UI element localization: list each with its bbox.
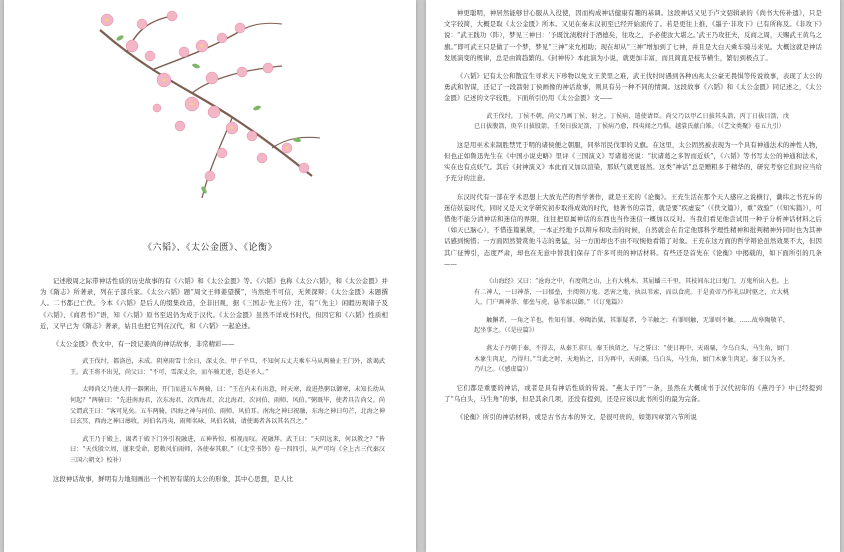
paragraph: 它们都是重要的神话，或者是具有神话性质的传说。“燕太子丹”一条，虽然在大概成书于汉代初年的《燕丹子》中已经提到了“乌白头，马生角”的事，但是其余几项，还没有提到，还是应该以此书所引的最为完备。	[444, 383, 822, 403]
quotation: 武王伐纣，都洛邑，未成。阴寒雨雪十余日，深丈余。甲子平旦，不知何五丈夫乘车马从两骑止王门外，欲谒武王。武王将不出见，尚父曰：“不可，雪深丈余，而车骑无迹，恐是圣人。”	[70, 358, 385, 376]
right-page	[426, 0, 840, 552]
left-page-text	[40, 276, 388, 485]
right-page-text	[444, 8, 822, 423]
paragraph: 《六韬》记有太公和散宜生寻求天下珍物以免文王羑里之难，武王伐纣时遇到各种凶兆太公豪无畏惧等传说故事，表现了太公的勇武和智谋，还记了一段箭射丁侯画像的神话故事，则具有另一种不同的情调。这段故事《六韬》和《太公金匮》同记述之，《太公金匮》记述的文字较胜，下面所引仍用《太公金匮》文——	[444, 72, 822, 103]
plum-blossom-illustration	[92, 8, 327, 203]
quotation: 触獬者，一角之羊也，性知有罪。皋陶治狱，其罪疑者，令羊触之；有罪则触，无罪则不触。……故皋陶敬羊，起坐事之。（《是应篇》）	[474, 316, 789, 335]
quotation: 太师尚父乃使人持一器粥出，开门而进五车两骑，曰：“王在内未有出意，时天寒，故进热粥以御寒，未知长幼从何起？”两骑曰：“先进南海君，次东海君，次西海君，次北海君，次河伯、雨师、风伯。”粥既毕，使者具告尚父。尚父谓武王曰：“客可见矣。五车两骑，四海之神与河伯、雨师、风伯耳。南海之神曰祝融，东海之神曰句芒，北海之神曰玄冥，西海之神曰蓐收，河伯名冯夷，雨师名咏，风伯名姨，请使谒者各以其名召之。”	[70, 386, 385, 426]
paragraph: 记述殷周之际带神话性质的历史故事的有《六韬》和《太公金匮》等。《六韬》也称《太公六韬》，和《太公金匮》并为《隋志》所著录，列在子部兵家。《太公六韬》题“周文王师姜望撰”，当然绝不可信，无须深辩；《太公金匮》未题撰人。二书都已亡佚。今本《六韬》是后人的缀集改造，全非旧观，据《三国志·先主传》注，有“（先主）闲暇历观诸子及《六韬》、《商君书》”语，知《六韬》原书至迟仍为成于汉代。《太公金匮》虽然不详成书时代，但因它和《六韬》性质相近，又早已为《隋志》著录，姑且也把它列在汉代，和《六韬》一起论述。	[40, 277, 388, 330]
section-caption: 《六韬》、《太公金匮》、《论衡》	[142, 243, 277, 253]
quotation: 武王乃于殿上，谒者于殿下门外引祝融进，五神皆惊，相视而叹。祝融拜。武王曰：“天阴远来，何以教之？”皆曰：“天伐殷立周，谨来受命，愿敕风伯雨师，各使奉其职。”（《北堂书钞》卷一四四引，从严可均《全上古三代秦汉三国六朝文》校补）	[70, 435, 385, 464]
left-page	[4, 0, 416, 552]
paragraph: 《太公金匮》佚文中，有一段记姜尚的神话故事，非常精彩——	[52, 340, 235, 349]
paragraph: 神更聪明，神居然能够甘心服从入役使，因而构成神话健康有趣的基调。这段神话又见于卢文弨辑录的《尚书大传补遗》，只是文字较简，大概是取《太公金匮》所本。又见在秦末汉初至已经开始流传了。若是更往上推，《墨子·非攻下》已有所称及。《非攻下》说：“武王践功（阼），梦见三神曰：‘予既沈渍殷纣于酒德矣，往攻之，予必使汝大堪之。’武王乃攻狂夫，反商之周，天赐武王黄鸟之旗。”即可武王只是做了一个梦，梦见“三神”来允相助；现在却从“三神”增加到了七神，并且是大白天乘车骑马来见。大概这就是神话发展演变的规律，总是由简趋繁的。《封神传》本此演为小说，就更加丰富，而且简直是枝节横生，繁衍到极点了。	[444, 9, 822, 62]
paragraph: 《论衡》所引的神话材料，或是古书古本的异文，是很可贵的，如第四章第六节所说	[456, 413, 697, 422]
paragraph: 这段神话故事，鲜明有力地刻画出一个机智有谋的太公的形象，其中心思想，是人比	[52, 474, 293, 483]
quotation: 《山海经》又曰：“沧海之中，有度朔之山，上有大桃木，其屈蟠三千里，其枝间东北曰鬼门，万鬼所出入也。上有二神人，一曰神荼，一曰郁垒，主阅领万鬼。恶害之鬼，执以苇索，而以食虎。于是黄帝乃作礼以时驱之，立大桃人，门户画神荼、郁垒与虎，悬苇索以御。”（《订鬼篇》）	[474, 278, 789, 307]
paragraph: 东汉时代有一部在学术思想上大放光芒的哲学著作，就是王充的《论衡》。王充生活在那个天人感应之说横行，谶纬之书充斥的迷信妖妄时代，同时又是天文学研究初步取得成效的时代，他著书的宗旨，就是要“疾虚妄”（《佚文篇》），重“效验”（《知实篇》），可惜他不能分清神话和迷信的界限，往往把原属神话的东西也当作迷信一概加以反对。当我们看见他尝试用一种子分析神话材料之后（如天已脑心），不惜连篇累牍，一本正经地予以辩斥和攻击的时候，自然就会在肯定他那科学理性精神和批判精神外同时也为其神话感到惋惜；一方面固然赞赏他斗志的勇猛，另一方面却也不由不叹惋他看错了对象。王充在这方面的哲学辩论虽然效果不大，但因其广征博引，态度严肃，却也在无意中替我们保存了许多可贵的神话材料。有些还是首先在《论衡》中揭载的，如下面所引的几条——	[444, 192, 822, 268]
quotation: 武王伐纣，丁侯不朝，尚父乃画丁侯，射之。丁侯病，遣使请臣。尚父乃以甲乙日拔其头箭，丙丁日拔目箭，戊已日拔腹箭，庚辛日拔股箭，壬癸日拔足箭，丁侯病乃愈，四夷闻之乃惧，越裳氏献白雉。（《艺文类聚》卷五九引）	[474, 112, 789, 131]
quotation: 燕太子丹朝于秦，不得去，从秦王求归。秦王执留之，与之誓曰：“使日再中，天雨粟，令乌白头，马生角，厨门木象生肉足，乃得归。”当此之时，天地佑之，日为再中，天雨粟，乌白头，马生角，厨门木象生肉足。秦王以为圣，乃归之。（《感虚篇》）	[474, 345, 789, 374]
paragraph: 这是用巫术来制胜禁咒于明的诸侯便之朝服，同举吊民伐罪的义旗。在这里，太公固然被表现为一个具有神通法术的神性人物，但也正如鲁迅先生在《中国小说史略》里评《三国演义》写诸葛亮说：“状诸葛之多智而近妖”，《六韬》等书写太公的神通和法术，实在也有点妖气。其后《封神演义》本此而又加以渲染，那妖气就更显然。这类“神话”总是赠粗多于精华的，研究考察它们时应当给予充分的注意。	[444, 140, 822, 183]
